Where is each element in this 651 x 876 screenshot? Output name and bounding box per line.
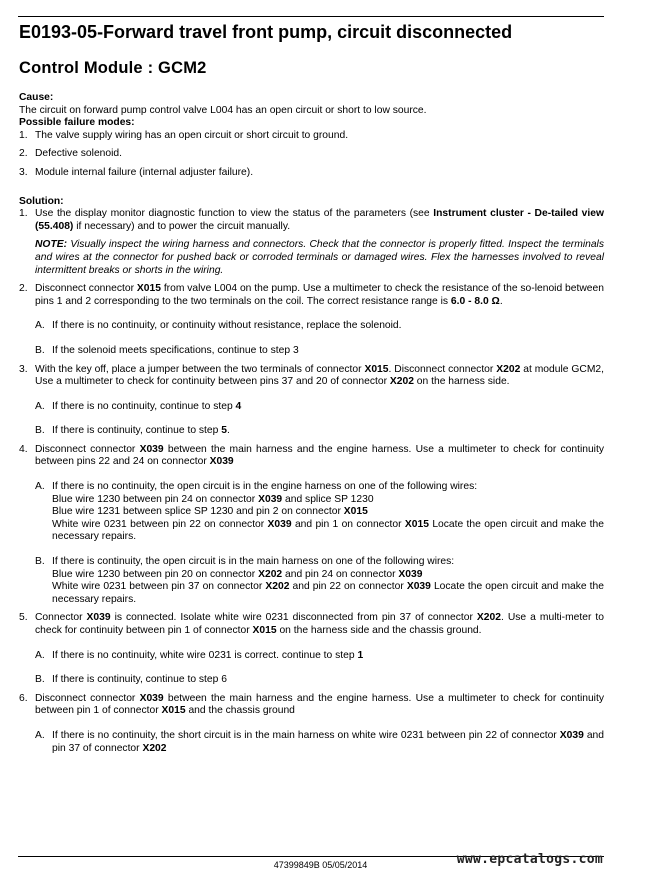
solution-label: Solution: [19,195,64,207]
wire-text: and splice SP 1230 [282,493,374,505]
item-text: The valve supply wiring has an open circuit or short circuit to ground. [35,129,349,141]
wire-text: Blue wire 1231 between splice SP 1230 and pin 2 on connector [52,506,344,518]
document-code: 47399849B 05/05/2014 [273,860,368,870]
step-number: 5. [19,612,28,624]
note-block [35,239,604,277]
page-title: E0193-05-Forward travel front pump, circuit disconnected [19,22,513,42]
connector-ref: X039 [398,568,423,580]
wire-line [52,506,604,519]
connector-ref: X202 [258,568,283,580]
connector-ref: X202 [496,363,521,375]
substep-text: If there is continuity, continue to step [52,425,222,437]
substep-line: If there is no continuity, the open circuit is in the engine harness on one of the following wires: [52,481,478,493]
connector-ref: X202 [265,581,290,593]
step-number: 1. [19,208,28,220]
solution-step-1 [19,208,604,277]
substep-b [35,425,604,438]
substep-a [35,320,604,333]
step-text: With the key off, place a jumper between the two terminals of connector [35,363,365,375]
substep-line: If there is continuity, the open circuit is in the main harness on one of the following wires: [52,556,455,568]
wire-text: and pin 22 on connector [289,581,407,593]
step-number: 4. [19,443,28,455]
cause-text: The circuit on forward pump control valve L004 has an open circuit or short to low source. [19,104,427,116]
item-number: 2. [19,148,28,160]
item-text: Module internal failure (internal adjuster failure). [35,166,254,178]
wire-text: White wire 0231 between pin 37 on connector [52,581,266,593]
wire-text: Blue wire 1230 between pin 20 on connector [52,568,259,580]
step-text: from valve L004 on the pump. Use a multimeter to check the resistance of the so-lenoid between pins 1 and 2 corresponding to the two terminals on the coil. The correct resistance range is [35,283,604,307]
step-text: Connector [35,612,87,624]
solution-step-5 [19,612,604,686]
step-text: at module GCM2, Use a multimeter to check for continuity between pins 37 and 20 of connector [35,363,604,388]
substep-a [35,730,604,755]
failure-modes-label: Possible failure modes: [19,117,135,129]
step-text: . Use a multi-meter to check for continuity between pin 1 of connector [35,612,604,636]
substep-a [35,401,604,414]
connector-ref: X015 [161,705,186,717]
substep-b [35,556,604,606]
document-body [19,92,604,761]
top-rule [18,16,604,17]
connector-ref: X039 [139,443,164,455]
reference-link: Instrument cluster - De-tailed view (55.408) [35,208,604,232]
note-text: Visually inspect the wiring harness and connectors. Check that the connector is properly fitted. Inspect the terminals and wires at the connector for pushed back or corroded terminals or damaged wires. Flex the harnesses involved to reveal intermittent breaks or shorts in the wiring. [35,239,604,276]
wire-text: Locate the open circuit and make the necessary repairs. [52,581,604,605]
note-label: NOTE: [35,239,68,251]
step-text: Use the display monitor diagnostic function to view the status of the parameters (see [35,208,434,220]
substep-text: If there is no continuity, or continuity without resistance, replace the solenoid. [52,320,402,332]
connector-ref: X039 [209,456,234,468]
step-number: 2. [19,283,28,295]
substep-letter: A. [35,400,45,412]
wire-text: Blue wire 1230 between pin 24 on connector [52,493,259,505]
step-text: between the main harness and the engine harness. Use a multimeter to check for continuity between pins 22 and 24 on connector [35,443,604,468]
substep-text: If there is continuity, continue to step 6 [52,674,227,686]
substep-letter: B. [35,425,45,437]
step-text: and the chassis ground [185,705,295,717]
substep-letter: A. [35,320,45,332]
substep-text: If there is no continuity, continue to step [52,400,236,412]
wire-line [52,569,604,582]
connector-ref: X202 [389,376,414,388]
step-text: if necessary) and to power the circuit manually. [73,220,291,232]
connector-ref: X039 [86,612,111,624]
connector-ref: X039 [559,729,584,741]
substep-text: and pin 37 of connector [52,729,604,754]
solution-step-6 [19,693,604,755]
connector-ref: X202 [142,742,167,754]
substep-b [35,345,604,358]
substep-letter: A. [35,649,45,661]
connector-ref: X202 [476,612,501,624]
substep-letter: B. [35,556,45,568]
solution-step-4 [19,444,604,607]
connector-ref: X015 [136,283,161,295]
resistance-range: 6.0 - 8.0 Ω [450,295,500,307]
substep-b [35,674,604,687]
step-text: is connected. Isolate white wire 0231 disconnected from pin 37 of connector [110,612,477,624]
failure-mode-item [19,130,604,143]
substep-letter: A. [35,481,45,493]
wire-line [52,494,604,507]
step-text: Disconnect connector [35,443,140,455]
connector-ref: X015 [343,506,368,518]
item-number: 3. [19,166,28,178]
step-text: on the harness side. [413,376,510,388]
connector-ref: X015 [364,363,389,375]
substep-a [35,650,604,663]
wire-text: Locate the open circuit and make the necessary repairs. [52,518,604,543]
substep-letter: A. [35,729,45,741]
wire-line [52,519,604,544]
step-number: 6. [19,692,28,704]
substep-text: If there is no continuity, white wire 0231 is correct. continue to step [52,649,358,661]
solution-steps [19,208,604,755]
item-text: Defective solenoid. [35,148,123,160]
substep-a [35,481,604,544]
step-text: . [499,295,503,307]
step-ref: 5 [221,425,227,437]
control-module-heading: Control Module : GCM2 [19,59,207,77]
step-text: . Disconnect connector [388,363,497,375]
failure-modes-list [19,130,604,180]
connector-ref: X039 [258,493,283,505]
wire-text: and pin 1 on connector [291,518,405,530]
connector-ref: X015 [252,625,277,636]
wire-text: White wire 0231 between pin 22 on connector [52,518,268,530]
solution-step-3 [19,364,604,438]
wire-line [52,581,604,606]
step-number: 3. [19,363,28,375]
failure-mode-item [19,148,604,161]
substep-text: . [226,425,230,437]
connector-ref: X039 [406,581,431,593]
connector-ref: X039 [139,692,164,704]
connector-ref: X015 [404,518,429,530]
step-text: Disconnect connector [35,283,137,295]
step-text: between the main harness and the engine harness. Use a multimeter to check for continuity between pin 1 of connector [35,692,604,717]
step-ref: 1 [357,649,364,661]
substep-text: If the solenoid meets specifications, continue to step 3 [52,344,299,356]
substep-letter: B. [35,674,45,686]
wire-text: and pin 24 on connector [282,568,399,580]
cause-label: Cause: [19,92,54,103]
item-number: 1. [19,129,28,141]
step-text: Disconnect connector [35,692,140,704]
step-ref: 4 [235,400,242,412]
substep-text: If there is no continuity, the short circuit is in the main harness on white wire 0231 between pin 22 of connector [52,729,560,741]
connector-ref: X039 [267,518,292,530]
substep-letter: B. [35,344,45,356]
solution-step-2 [19,283,604,357]
watermark-text: www.epcatalogs.com [456,852,603,867]
step-text: on the harness side and the chassis ground. [276,625,482,636]
failure-mode-item [19,167,604,180]
